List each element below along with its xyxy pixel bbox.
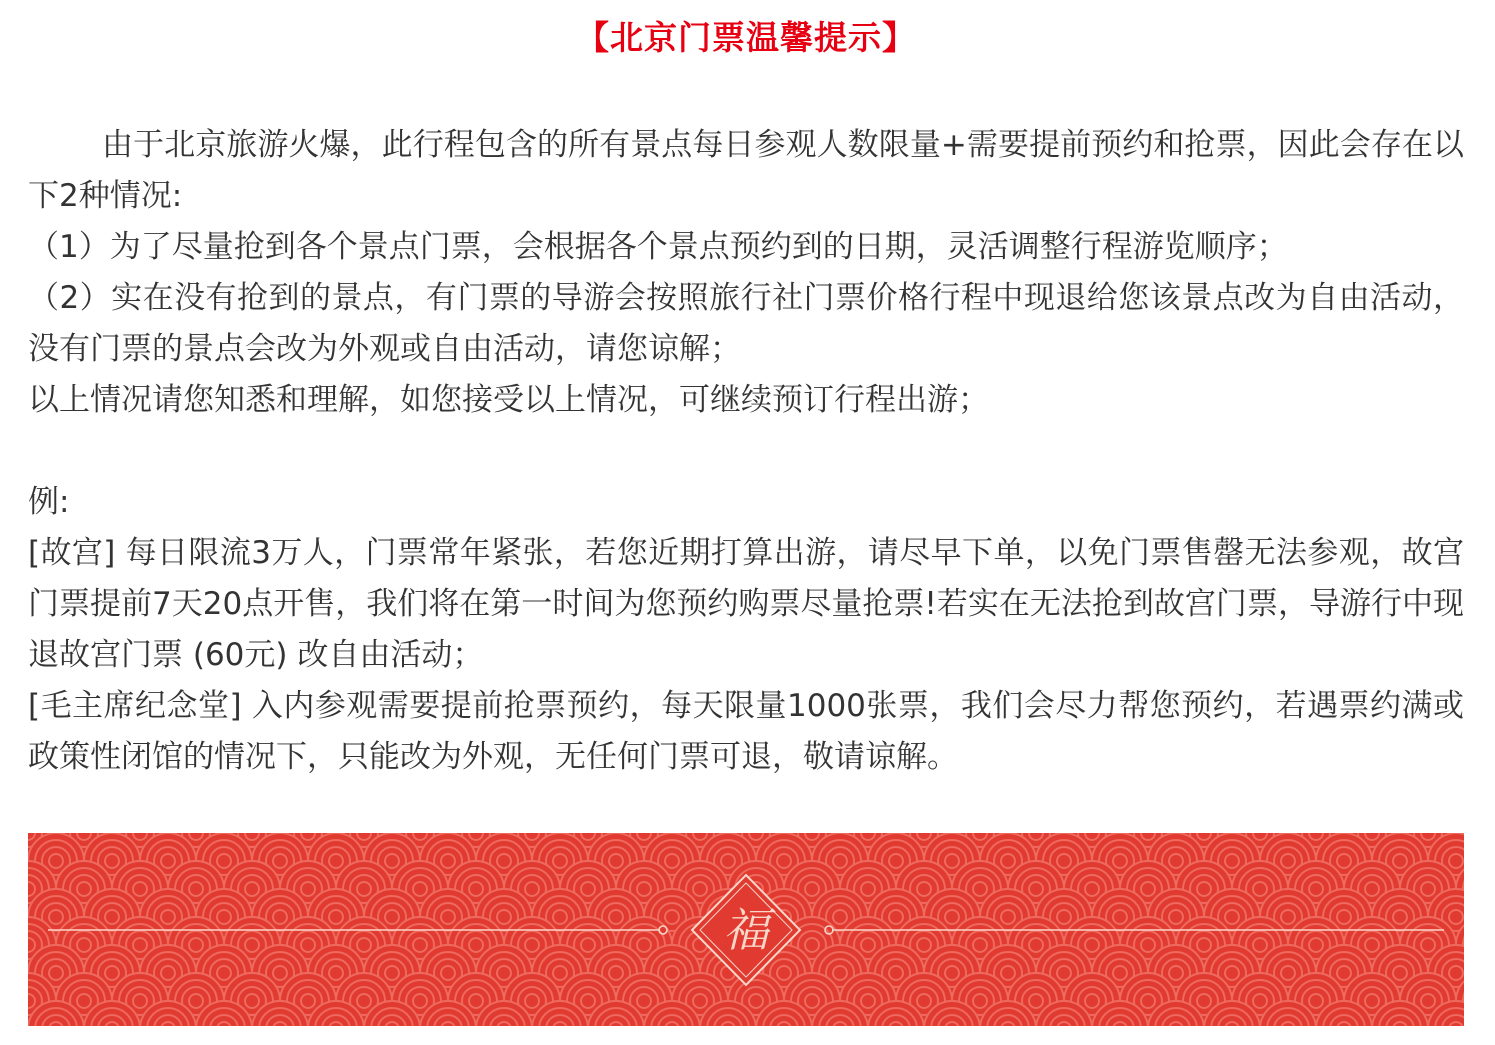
notice-title: 【北京门票温馨提示】 — [576, 18, 916, 57]
example-label: 例: — [28, 484, 70, 520]
example-gugong: [故宫] 每日限流3万人，门票常年紧张，若您近期打算出游，请尽早下单，以免门票售罄无法参观，故宫门票提前7天20点开售，我们将在第一时间为您预约购票尽量抢票!若实在无法抢到故宫门票，导游行中现退故宫门票 (60元) 改自由活动； — [28, 535, 1464, 673]
example-memorial: [毛主席纪念堂] 入内参观需要提前抢票预约，每天限量1000张票，我们会尽力帮您预约，若遇票约满或政策性闭馆的情况下，只能改为外观，无任何门票可退，敬请谅解。 — [28, 688, 1464, 775]
blank-line — [28, 426, 1464, 477]
wave-pattern — [28, 833, 1464, 1026]
situation-item-1: （1）为了尽量抢到各个景点门票，会根据各个景点预约到的日期，灵活调整行程游览顺序； — [28, 229, 1288, 265]
fu-character: 福 — [723, 903, 769, 957]
situation-item-2: （2）实在没有抢到的景点，有门票的导游会按照旅行社门票价格行程中现退给您该景点改为自由活动，没有门票的景点会改为外观或自由活动，请您谅解； — [28, 280, 1464, 367]
closing-paragraph: 以上情况请您知悉和理解，如您接受以上情况，可继续预订行程出游； — [28, 382, 989, 418]
decorative-banner — [28, 833, 1464, 1026]
intro-paragraph: 由于北京旅游火爆，此行程包含的所有景点每日参观人数限量+需要提前预约和抢票，因此会存在以下2种情况: — [28, 127, 1464, 214]
notice-page — [28, 0, 1464, 783]
notice-content — [28, 120, 1464, 783]
